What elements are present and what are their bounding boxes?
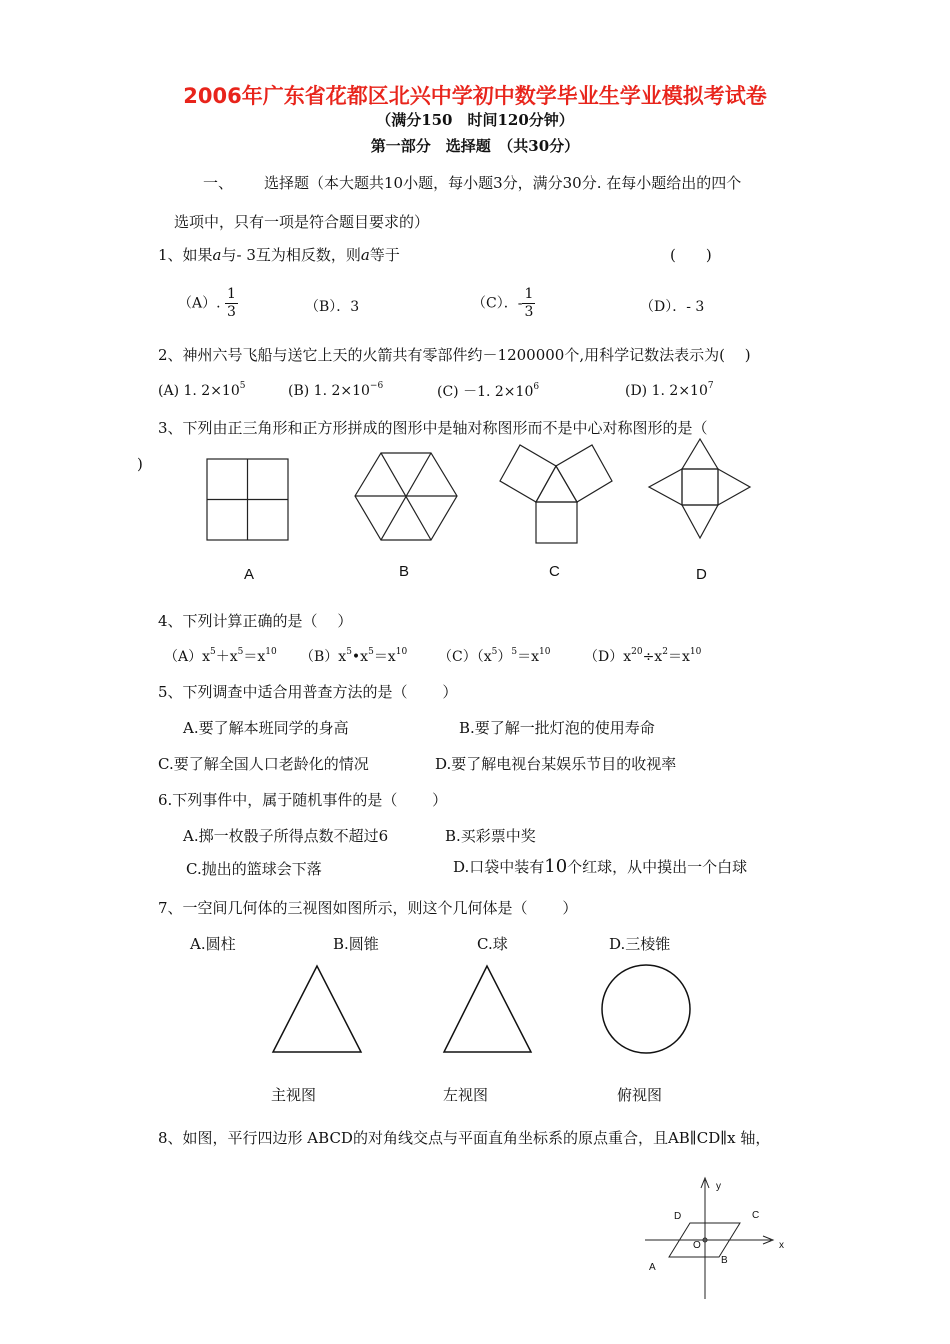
q1-stem-part: 与 — [221, 246, 237, 264]
q5-stem: 5、下列调查中适合用普查方法的是（ ） — [158, 683, 458, 701]
q6-option-d[interactable] — [453, 856, 747, 877]
q3-label-d: D — [696, 566, 707, 583]
q7-option-a[interactable]: A.圆柱 — [190, 935, 236, 953]
q1-option-b[interactable]: （B）．3 — [305, 299, 360, 315]
q8-coordinate-figure — [645, 1178, 773, 1299]
q4-option-c[interactable] — [438, 646, 550, 666]
q2-option-text: (B) 1. 2×10 — [288, 383, 370, 399]
q1-var-a: a — [360, 246, 370, 264]
q4-option-d[interactable] — [584, 646, 701, 666]
q5-option-b[interactable]: B.要了解一批灯泡的使用寿命 — [459, 719, 655, 737]
q4-text: （A）x — [164, 649, 211, 665]
exponent: 2 — [662, 647, 668, 657]
exponent: 5 — [511, 647, 518, 657]
q1-stem-part: 等于 — [369, 246, 400, 264]
q7-stem: 7、一空间几何体的三视图如图所示，则这个几何体是（ ） — [158, 899, 578, 917]
q7-front-view-triangle — [273, 966, 361, 1052]
exam-title: 2006年广东省花都区北兴中学初中数学毕业生学业模拟考试卷 — [183, 84, 767, 108]
q3-label-a: A — [244, 566, 255, 583]
q1-option-label: （C）．- — [472, 295, 523, 312]
exponent: 20 — [631, 647, 643, 657]
part1-heading: 第一部分 选择题 （共30分） — [370, 137, 580, 155]
q2-option-text: (C) －1. 2×10 — [437, 384, 534, 400]
q1-answer-paren: ( ) — [670, 246, 712, 264]
q4-text: ＝x — [517, 649, 539, 665]
q3-figure-b[interactable] — [355, 453, 457, 540]
numerator: 1 — [227, 286, 236, 302]
q1-var-a: a — [212, 246, 222, 264]
exponent: 5 — [491, 647, 498, 657]
q7-option-d[interactable]: D.三棱锥 — [609, 935, 671, 953]
q6-option-b[interactable]: B.买彩票中奖 — [445, 827, 536, 845]
exponent: 5 — [237, 647, 244, 657]
q1-option-label: （A）. — [178, 295, 221, 312]
exponent: 10 — [689, 647, 702, 657]
q7-top-view-label: 俯视图 — [617, 1086, 663, 1104]
exponent: 10 — [395, 647, 408, 657]
q2-stem: 2、神州六号飞船与送它上天的火箭共有零部件约－1200000个,用科学记数法表示为( ) — [158, 346, 751, 364]
q6-stem: 6.下列事件中，属于随机事件的是（ ） — [158, 791, 448, 809]
q3-figure-c[interactable] — [500, 445, 612, 543]
q3-figure-d[interactable] — [649, 439, 750, 538]
q7-option-c[interactable]: C.球 — [477, 935, 508, 953]
q8-point-o: O — [693, 1240, 701, 1251]
q8-x-label: x — [779, 1240, 784, 1251]
q5-option-d[interactable]: D.要了解电视台某娱乐节目的收视率 — [435, 755, 677, 773]
q6-option-c[interactable]: C.抛出的篮球会下落 — [186, 860, 322, 878]
denominator: 3 — [524, 304, 534, 320]
q3-paren-close: ) — [137, 455, 143, 473]
exponent: 6 — [533, 382, 540, 392]
q4-text: ＋x — [215, 649, 238, 665]
q3-figure-a[interactable] — [207, 459, 288, 540]
q1-stem-part: 1、如果 — [158, 246, 213, 264]
exponent: 7 — [707, 381, 714, 391]
exponent: 10 — [265, 647, 277, 657]
q7-side-view-triangle — [444, 966, 531, 1052]
exponent: 10 — [538, 647, 551, 657]
q8-stem: 8、如图，平行四边形 ABCD的对角线交点与平面直角坐标系的原点重合，且AB∥CD∥x 轴， — [158, 1129, 771, 1147]
exam-subtitle: （满分150 时间120分钟） — [376, 111, 574, 129]
section1-instructions-line1: 选择题（本大题共10小题，每小题3分，满分30分. 在每小题给出的四个 — [264, 174, 742, 192]
q8-point-b: B — [721, 1255, 728, 1266]
q7-side-view-label: 左视图 — [443, 1086, 489, 1104]
q1-stem-part: 互为相反数，则 — [255, 246, 361, 264]
q7-top-view-circle — [602, 965, 690, 1053]
q3-label-b: B — [399, 563, 410, 580]
q4-text: ÷x — [642, 649, 663, 665]
q4-text: •x — [351, 649, 369, 665]
q8-point-d: D — [674, 1211, 682, 1222]
q1-option-label: （D）． — [640, 299, 687, 315]
exponent: 5 — [210, 647, 216, 657]
q8-y-label: y — [716, 1181, 721, 1192]
denominator: 3 — [227, 304, 236, 320]
q4-text: ＝x — [243, 649, 266, 665]
q4-text: ＝x — [667, 649, 690, 665]
q8-point-a: A — [649, 1262, 656, 1273]
q6-option-a[interactable]: A.掷一枚骰子所得点数不超过6 — [183, 827, 389, 845]
exponent: −6 — [369, 381, 384, 391]
exponent: 5 — [346, 647, 352, 657]
exponent: 5 — [239, 381, 246, 391]
q3-stem: 3、下列由正三角形和正方形拼成的图形中是轴对称图形而不是中心对称图形的是（ — [158, 419, 708, 437]
q1-neg-three: - 3 — [236, 246, 256, 264]
q4-option-a[interactable] — [164, 646, 277, 666]
q7-option-b[interactable]: B.圆锥 — [333, 935, 379, 953]
q4-text: （C）（x — [438, 649, 492, 665]
q2-option-text: (A) 1. 2×10 — [158, 383, 240, 399]
q8-point-c: C — [752, 1210, 760, 1221]
q5-option-c[interactable]: C.要了解全国人口老龄化的情况 — [158, 755, 369, 773]
q4-text: （B）x — [300, 649, 347, 665]
q6-option-text: D.口袋中装有 — [453, 858, 545, 876]
q4-text: ＝x — [373, 649, 396, 665]
q4-stem: 4、下列计算正确的是（ ） — [158, 612, 353, 630]
q4-text: （D）x — [584, 649, 632, 665]
numerator: 1 — [524, 286, 534, 302]
q7-front-view-label: 主视图 — [271, 1086, 317, 1104]
q6-option-text: 个红球，从中摸出一个白球 — [567, 858, 748, 876]
q5-option-a[interactable]: A.要了解本班同学的身高 — [183, 719, 349, 737]
q4-text: ） — [497, 649, 512, 665]
exponent: 5 — [368, 647, 374, 657]
section1-number: 一、 — [203, 174, 234, 192]
q3-label-c: C — [549, 563, 560, 580]
q6-option-number: 10 — [544, 856, 568, 877]
q1-option-value: - 3 — [686, 299, 705, 315]
section1-instructions-line2: 选项中，只有一项是符合题目要求的） — [174, 213, 430, 231]
q4-option-b[interactable] — [300, 646, 407, 666]
q2-option-text: (D) 1. 2×10 — [625, 383, 708, 399]
